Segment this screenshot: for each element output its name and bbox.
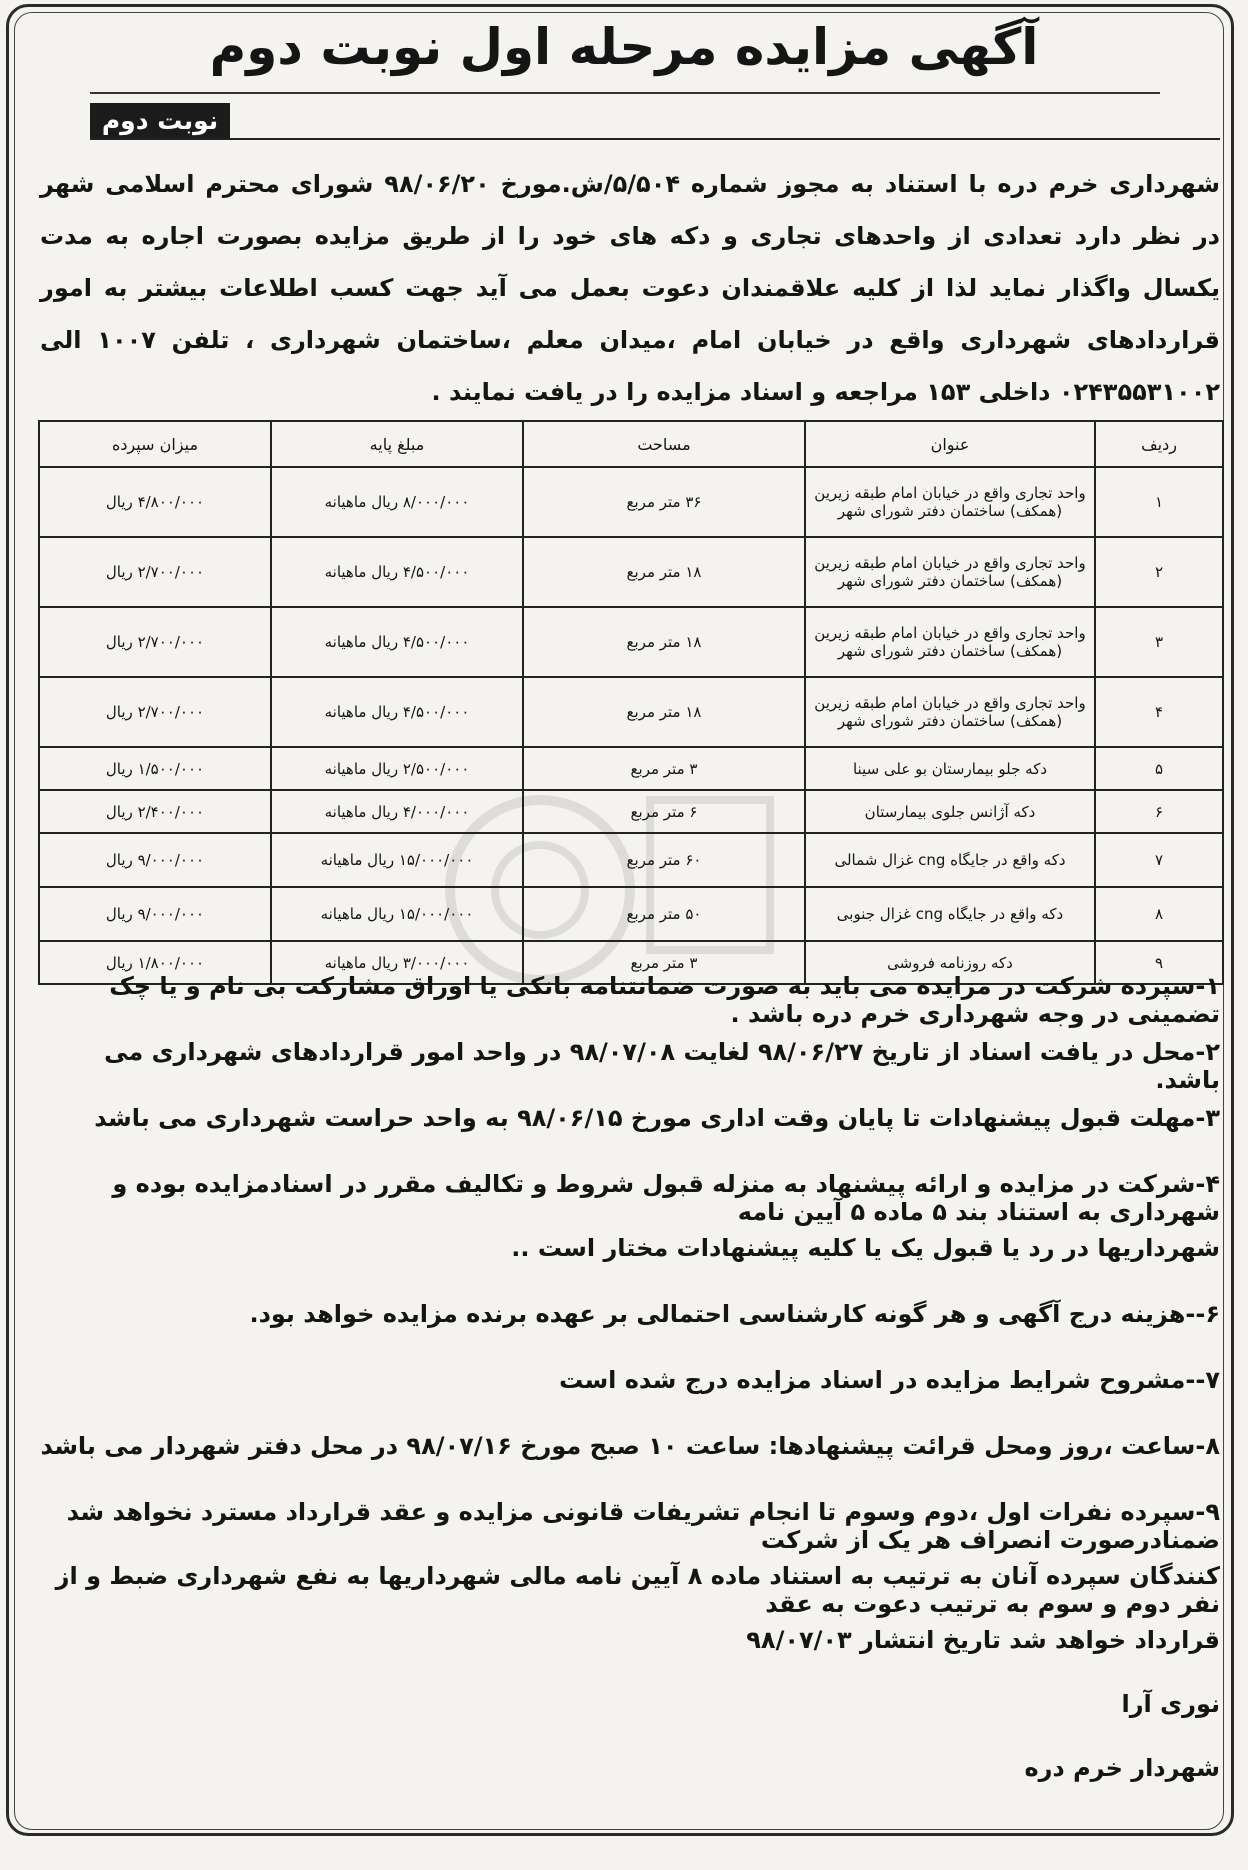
cell-onvan: واحد تجاری واقع در خیابان امام طبقه زیرین (همکف) ساختمان دفتر شورای شهر xyxy=(805,677,1095,747)
clause-8: ۸-ساعت ،روز ومحل قرائت پیشنهادها: ساعت ۱۰ صبح مورخ ۹۸/۰۷/۱۶ در محل دفتر شهردار می باشد xyxy=(40,1432,1220,1460)
table-row xyxy=(39,677,1223,747)
cell-radif: ۱ xyxy=(1095,467,1223,537)
header-sepordeh: میزان سپرده xyxy=(39,421,271,467)
cell-onvan: دکه واقع در جایگاه cng غزال جنوبی xyxy=(805,887,1095,941)
cell-masahat: ۱۸ متر مربع xyxy=(523,677,805,747)
cell-onvan: دکه آژانس جلوی بیمارستان xyxy=(805,790,1095,833)
cell-onvan: واحد تجاری واقع در خیابان امام طبقه زیرین (همکف) ساختمان دفتر شورای شهر xyxy=(805,467,1095,537)
cell-masahat: ۶ متر مربع xyxy=(523,790,805,833)
clause-9-continued: کنندگان سپرده آنان به ترتیب به استناد ماده ۸ آیین نامه مالی شهرداریها به نفع شهرداری ضبط و از نفر دوم و سوم به ترتیب دعوت به عقد xyxy=(55,1562,1220,1618)
cell-mablagh: ۳/۰۰۰/۰۰۰ ریال ماهیانه xyxy=(271,941,523,984)
cell-sepordeh: ۱/۸۰۰/۰۰۰ ریال xyxy=(39,941,271,984)
cell-radif: ۴ xyxy=(1095,677,1223,747)
cell-sepordeh: ۹/۰۰۰/۰۰۰ ریال xyxy=(39,833,271,887)
table-row xyxy=(39,790,1223,833)
round-badge: نوبت دوم xyxy=(90,103,230,139)
cell-onvan: دکه واقع در جایگاه cng غزال شمالی xyxy=(805,833,1095,887)
cell-sepordeh: ۲/۷۰۰/۰۰۰ ریال xyxy=(39,537,271,607)
signatory-title: شهردار خرم دره xyxy=(1024,1754,1220,1782)
cell-mablagh: ۴/۵۰۰/۰۰۰ ریال ماهیانه xyxy=(271,537,523,607)
cell-sepordeh: ۲/۷۰۰/۰۰۰ ریال xyxy=(39,677,271,747)
cell-onvan: دکه روزنامه فروشی xyxy=(805,941,1095,984)
cell-onvan: دکه جلو بیمارستان بو علی سینا xyxy=(805,747,1095,790)
cell-mablagh: ۲/۵۰۰/۰۰۰ ریال ماهیانه xyxy=(271,747,523,790)
table-row xyxy=(39,537,1223,607)
cell-sepordeh: ۹/۰۰۰/۰۰۰ ریال xyxy=(39,887,271,941)
clause-4: ۴-شرکت در مزایده و ارائه پیشنهاد به منزله قبول شروط و تکالیف مقرر در اسنادمزایده بوده و شهرداری به استناد بند ۵ ماده ۵ آیین نامه xyxy=(112,1170,1220,1226)
cell-sepordeh: ۲/۴۰۰/۰۰۰ ریال xyxy=(39,790,271,833)
cell-masahat: ۱۸ متر مربع xyxy=(523,537,805,607)
clause-7: ۷--مشروح شرایط مزایده در اسناد مزایده درج شده است xyxy=(559,1366,1220,1394)
cell-sepordeh: ۲/۷۰۰/۰۰۰ ریال xyxy=(39,607,271,677)
table-row xyxy=(39,833,1223,887)
cell-radif: ۲ xyxy=(1095,537,1223,607)
cell-masahat: ۱۸ متر مربع xyxy=(523,607,805,677)
notice-title: آگهی مزایده مرحله اول نوبت دوم xyxy=(209,18,1039,76)
cell-onvan: واحد تجاری واقع در خیابان امام طبقه زیرین (همکف) ساختمان دفتر شورای شهر xyxy=(805,537,1095,607)
cell-mablagh: ۴/۰۰۰/۰۰۰ ریال ماهیانه xyxy=(271,790,523,833)
cell-mablagh: ۴/۵۰۰/۰۰۰ ریال ماهیانه xyxy=(271,677,523,747)
cell-masahat: ۶۰ متر مربع xyxy=(523,833,805,887)
table-row xyxy=(39,887,1223,941)
cell-masahat: ۳ متر مربع xyxy=(523,941,805,984)
cell-mablagh: ۸/۰۰۰/۰۰۰ ریال ماهیانه xyxy=(271,467,523,537)
intro-paragraph: شهرداری خرم دره با استناد به مجوز شماره ۵/۵۰۴/ش.مورخ ۹۸/۰۶/۲۰ شورای محترم اسلامی شهر در نظر دارد تعدادی از واحدهای تجاری و دکه های خود را از طریق مزایده بصورت اجاره به مدت یکسال واگذار نماید لذا از کلیه علاقمندان دعوت بعمل می آید جهت کسب اطلاعات بیشتر به امور قراردادهای شهرداری واقع در خیابان امام ،میدان معلم ،ساختمان شهرداری ، تلفن ۱۰۰۷ الی ۰۲۴۳۵۵۳۱۰۰۲ داخلی ۱۵۳ مراجعه و اسناد مزایده را در یافت نمایند . xyxy=(40,170,1221,406)
items-table xyxy=(38,420,1224,985)
cell-sepordeh: ۴/۸۰۰/۰۰۰ ریال xyxy=(39,467,271,537)
table-row xyxy=(39,467,1223,537)
badge-divider xyxy=(90,138,1220,140)
table-header-row xyxy=(39,421,1223,467)
cell-masahat: ۳۶ متر مربع xyxy=(523,467,805,537)
cell-radif: ۹ xyxy=(1095,941,1223,984)
clause-9: ۹-سپرده نفرات اول ،دوم وسوم تا انجام تشریفات قانونی مزایده و عقد قرارداد مسترد نخواهد شد ضمنادرصورت انصراف هر یک از شرکت xyxy=(66,1498,1220,1554)
table-row xyxy=(39,607,1223,677)
cell-sepordeh: ۱/۵۰۰/۰۰۰ ریال xyxy=(39,747,271,790)
cell-radif: ۳ xyxy=(1095,607,1223,677)
header-onvan: عنوان xyxy=(805,421,1095,467)
signatory-name: نوری آرا xyxy=(1121,1690,1220,1718)
cell-mablagh: ۴/۵۰۰/۰۰۰ ریال ماهیانه xyxy=(271,607,523,677)
cell-mablagh: ۱۵/۰۰۰/۰۰۰ ریال ماهیانه xyxy=(271,833,523,887)
cell-radif: ۸ xyxy=(1095,887,1223,941)
table-row xyxy=(39,747,1223,790)
publish-date-line: قرارداد خواهد شد تاریخ انتشار ۹۸/۰۷/۰۳ xyxy=(746,1626,1220,1654)
header-masahat: مساحت xyxy=(523,421,805,467)
clause-3: ۳-مهلت قبول پیشنهادات تا پایان وقت اداری مورخ ۹۸/۰۶/۱۵ به واحد حراست شهرداری می باشد xyxy=(94,1104,1220,1132)
header-radif: ردیف xyxy=(1095,421,1223,467)
header-mablagh: مبلغ پایه xyxy=(271,421,523,467)
clause-4-continued: شهرداریها در رد یا قبول یک یا کلیه پیشنهادات مختار است .. xyxy=(511,1234,1220,1262)
clause-6: ۶--هزینه درج آگهی و هر گونه کارشناسی احتمالی بر عهده برنده مزایده خواهد بود. xyxy=(249,1300,1220,1328)
cell-masahat: ۳ متر مربع xyxy=(523,747,805,790)
title-divider xyxy=(90,92,1160,94)
cell-onvan: واحد تجاری واقع در خیابان امام طبقه زیرین (همکف) ساختمان دفتر شورای شهر xyxy=(805,607,1095,677)
cell-radif: ۷ xyxy=(1095,833,1223,887)
cell-radif: ۶ xyxy=(1095,790,1223,833)
cell-radif: ۵ xyxy=(1095,747,1223,790)
clause-2: ۲-محل در یافت اسناد از تاریخ ۹۸/۰۶/۲۷ لغایت ۹۸/۰۷/۰۸ در واحد امور قراردادهای شهرداری می باشد. xyxy=(104,1038,1220,1094)
clause-1: ۱-سپرده شرکت در مزایده می باید به صورت ضمانتنامه بانکی یا اوراق مشارکت بی نام و یا چک تضمینی در وجه شهرداری خرم دره باشد . xyxy=(109,972,1220,1028)
cell-masahat: ۵۰ متر مربع xyxy=(523,887,805,941)
cell-mablagh: ۱۵/۰۰۰/۰۰۰ ریال ماهیانه xyxy=(271,887,523,941)
